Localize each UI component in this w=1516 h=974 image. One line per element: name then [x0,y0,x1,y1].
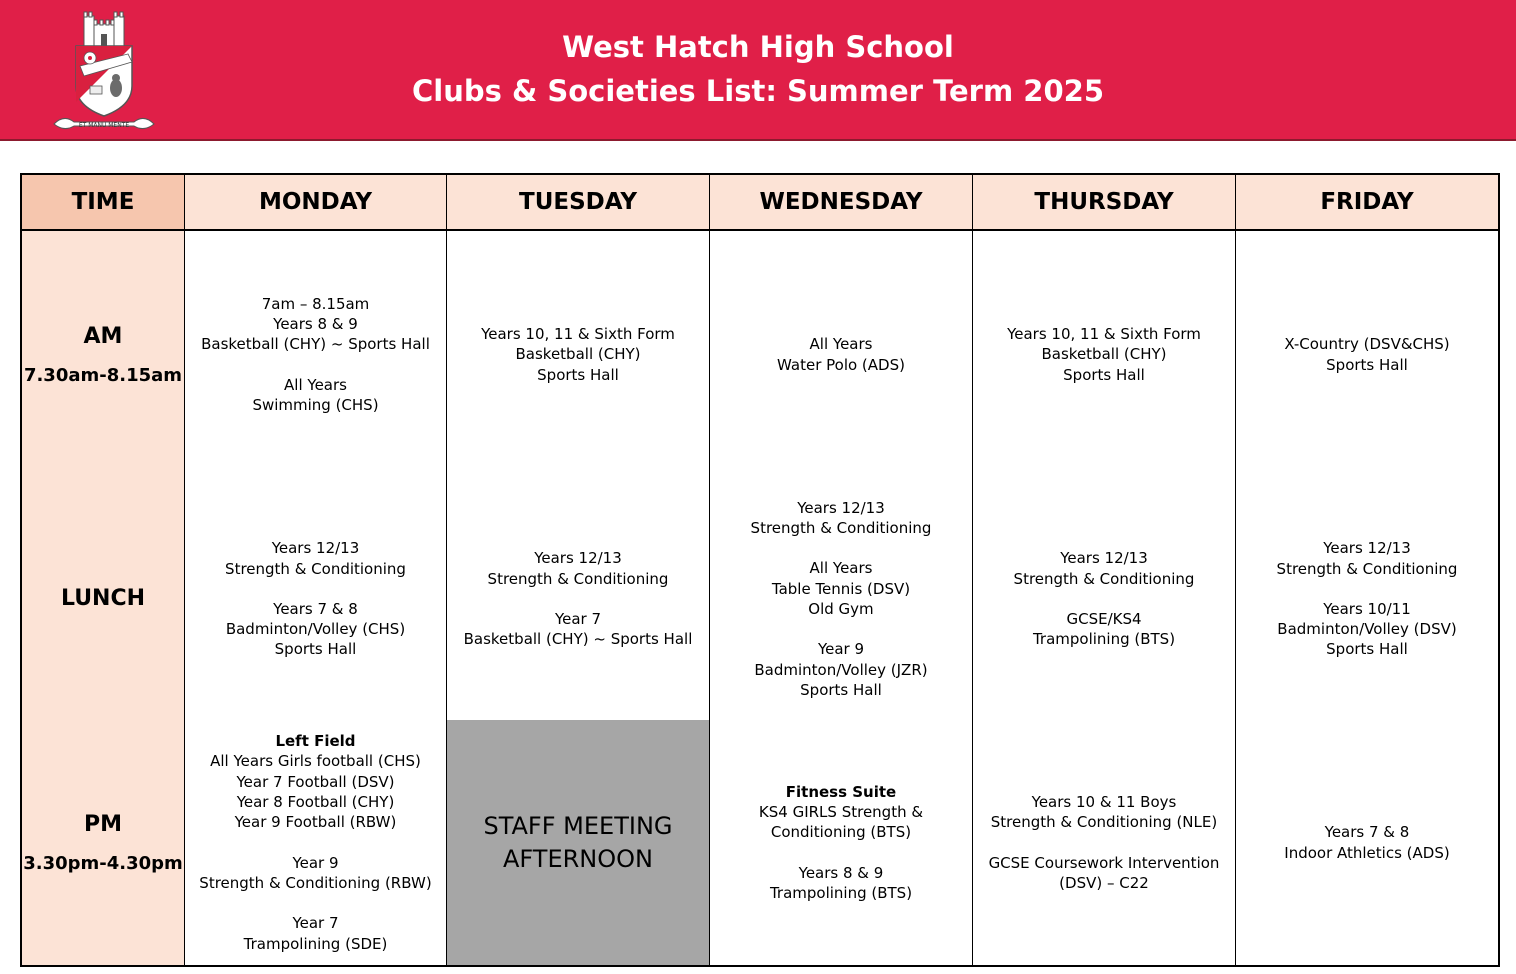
cell-line: Indoor Athletics (ADS) [1284,843,1450,862]
cell-line: Year 9 [817,640,865,659]
cell-line: Sports Hall [1063,365,1145,384]
cell-line: Strength & Conditioning (NLE) [990,813,1218,832]
staff-meeting-line: AFTERNOON [503,844,653,873]
cell-line: Year 7 Football (DSV) [236,772,395,791]
school-crest-icon [50,6,158,134]
cell-line: Trampolining (BTS) [1032,630,1176,649]
cell-line: Years 12/13 [797,498,885,517]
cell-line: GCSE Coursework Intervention [988,853,1220,872]
timetable [20,173,1500,967]
slot-pm [22,720,185,965]
slot-am-label: AM [83,323,123,349]
slot-am [22,231,185,478]
cell-lunch-thursday [973,478,1236,720]
cell-line: Year 9 [292,853,339,872]
cell-line: Sports Hall [1326,355,1408,374]
cell-am-monday [185,231,447,478]
cell-line: Years 8 & 9 [273,315,358,334]
cell-pm-wednesday [710,720,973,965]
cell-line: Sports Hall [537,365,619,384]
cell-pm-tuesday-staff-meeting [447,720,710,965]
crest-motto: ET MANU MENTE [78,122,130,129]
cell-lunch-friday [1236,478,1498,720]
cell-heading: Fitness Suite [785,782,897,801]
cell-line: Badminton/Volley (DSV) [1277,620,1457,639]
cell-line: Badminton/Volley (JZR) [754,660,928,679]
cell-line: Years 10, 11 & Sixth Form [1007,325,1201,344]
cell-line: Years 8 & 9 [798,863,884,882]
cell-line: Old Gym [808,600,874,618]
slot-pm-time: 3.30pm-4.30pm [23,852,183,874]
cell-line: Basketball (CHY) [515,345,641,364]
cell-heading: Left Field [275,732,356,751]
header-thursday: THURSDAY [973,175,1236,231]
cell-line: All Years Girls football (CHS) [210,752,421,771]
cell-line: All Years [284,375,347,394]
header-time: TIME [22,175,185,231]
cell-line: X-Country (DSV&CHS) [1284,335,1450,354]
cell-line: Basketball (CHY) [1041,345,1167,364]
cell-line: Years 10, 11 & Sixth Form [481,325,675,344]
cell-line: All Years [809,559,873,578]
cell-line: Strength & Conditioning [487,569,669,588]
cell-line: Strength & Conditioning [1276,559,1458,578]
slot-lunch [22,478,185,720]
cell-line: Years 12/13 [271,539,360,558]
cell-line: Sports Hall [274,640,357,659]
header-wednesday: WEDNESDAY [710,175,973,231]
cell-am-thursday [973,231,1236,478]
header-tuesday: TUESDAY [447,175,710,231]
cell-line: Year 7 [292,914,339,933]
cell-line: Strength & Conditioning [750,519,932,538]
page-subtitle: Clubs & Societies List: Summer Term 2025 [411,74,1104,108]
cell-pm-thursday [973,720,1236,965]
cell-line: Table Tennis (DSV) [771,579,911,598]
cell-line: Years 7 & 8 [273,599,358,618]
slot-am-time: 7.30am-8.15am [23,364,183,386]
cell-am-friday [1236,231,1498,478]
cell-line: All Years [809,335,873,354]
cell-line: Basketball (CHY) ~ Sports Hall [463,630,693,649]
cell-line: Year 8 Football (CHY) [236,793,395,812]
page-title: West Hatch High School [562,30,954,64]
cell-lunch-wednesday [710,478,973,720]
cell-line: (DSV) – C22 [1059,873,1149,892]
cell-lunch-tuesday [447,478,710,720]
header-friday: FRIDAY [1236,175,1498,231]
cell-am-wednesday [710,231,973,478]
cell-line: Years 10/11 [1323,599,1411,618]
cell-line: GCSE/KS4 [1066,610,1142,628]
cell-line: Year 7 [554,610,602,628]
cell-line: KS4 GIRLS Strength & [758,803,924,822]
cell-line: Trampolining (BTS) [769,883,913,902]
cell-line: Strength & Conditioning [225,559,406,578]
slot-lunch-label: LUNCH [60,586,146,611]
cell-line: Years 12/13 [1323,539,1411,558]
cell-line: Strength & Conditioning (RBW) [199,873,432,892]
cell-line: Years 12/13 [1060,549,1148,568]
cell-pm-monday [185,720,447,965]
cell-line: Basketball (CHY) ~ Sports Hall [201,335,430,354]
cell-line: Swimming (CHS) [252,395,379,414]
cell-line: Badminton/Volley (CHS) [225,620,406,639]
cell-line: Years 7 & 8 [1324,823,1410,842]
slot-pm-label: PM [83,811,123,837]
cell-line: Water Polo (ADS) [777,355,905,374]
cell-lunch-monday [185,478,447,720]
cell-line: Sports Hall [800,680,882,699]
header-banner [0,0,1516,141]
cell-line: Year 9 Football (RBW) [234,813,397,832]
cell-line: 7am – 8.15am [261,294,370,313]
cell-pm-friday [1236,720,1498,965]
cell-line: Trampolining (SDE) [243,934,388,953]
cell-line: Years 10 & 11 Boys [1031,792,1177,811]
staff-meeting-line: STAFF MEETING [483,811,673,840]
header-monday: MONDAY [185,175,447,231]
cell-line: Years 12/13 [534,549,622,568]
cell-line: Strength & Conditioning [1013,569,1195,588]
cell-line: Conditioning (BTS) [770,823,912,842]
cell-line: Sports Hall [1326,640,1408,659]
cell-am-tuesday [447,231,710,478]
